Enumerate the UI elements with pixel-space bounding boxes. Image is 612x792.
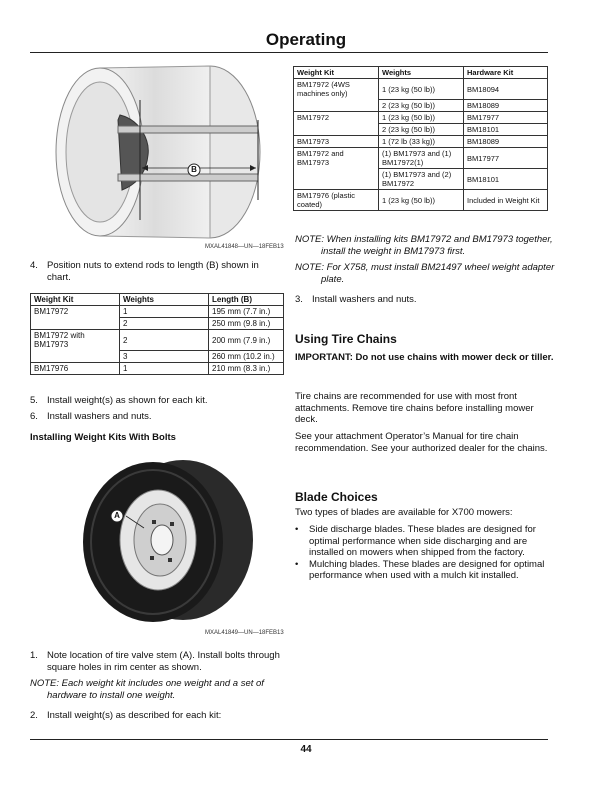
- column-header: Weights: [120, 294, 209, 306]
- table-cell: 2 (23 kg (50 lb)): [379, 100, 464, 112]
- list-item-text: Mulching blades. These blades are designed for optimal performance when used with a mulch kit installed.: [309, 558, 545, 581]
- table-cell: BM17976 (plastic coated): [294, 190, 379, 211]
- table-row: [294, 79, 548, 100]
- table-row: [294, 190, 548, 211]
- table-cell: BM18101: [464, 124, 548, 136]
- table-cell: BM18094: [464, 79, 548, 100]
- step-number: 5.: [30, 395, 38, 406]
- table-row: [294, 112, 548, 124]
- table-cell: BM17972 (4WS machines only): [294, 79, 379, 112]
- table-cell: 2: [120, 318, 209, 330]
- list-item: [295, 559, 548, 582]
- column-header: Weight Kit: [294, 67, 379, 79]
- table-cell: BM17972 with BM17973: [31, 330, 120, 363]
- step-5: [30, 395, 280, 407]
- chains-paragraph-1: Tire chains are recommended for use with most front attachments. Remove tire chains before installing mower deck.: [295, 391, 534, 425]
- table-cell: 260 mm (10.2 in.): [209, 351, 284, 363]
- table-cell: Included in Weight Kit: [464, 190, 548, 211]
- blades-intro: Two types of blades are available for X700 mowers:: [295, 507, 513, 518]
- bolt-step-1: [30, 650, 280, 673]
- column-header: Weights: [379, 67, 464, 79]
- step-text: Install washers and nuts.: [47, 411, 152, 422]
- table-cell: BM17976: [31, 363, 120, 375]
- column-header: Weight Kit: [31, 294, 120, 306]
- table-cell: 1 (23 kg (50 lb)): [379, 112, 464, 124]
- step-number: 3.: [295, 294, 303, 305]
- step-number: 4.: [30, 260, 38, 271]
- table-row: [31, 363, 284, 375]
- step-text: Install weight(s) as described for each kit:: [47, 710, 222, 721]
- section-heading-bolts: Installing Weight Kits With Bolts: [30, 432, 176, 443]
- step-6: [30, 411, 280, 423]
- step-text: Note location of tire valve stem (A). Install bolts through square holes in rim center as shown.: [47, 650, 280, 673]
- table-cell: 2: [120, 330, 209, 351]
- header-rule: [30, 52, 548, 53]
- table-cell: 200 mm (7.9 in.): [209, 330, 284, 351]
- table-cell: 2 (23 kg (50 lb)): [379, 124, 464, 136]
- table-cell: BM18101: [464, 169, 548, 190]
- page-title: Operating: [265, 30, 347, 49]
- table-cell: 1 (23 kg (50 lb)): [379, 79, 464, 100]
- blades-list: [295, 524, 548, 582]
- step-number: 6.: [30, 411, 38, 422]
- section-heading-blade-choices: Blade Choices: [295, 490, 378, 504]
- bolt-note: NOTE: Each weight kit includes one weight and a set of hardware to install one weight.: [30, 678, 264, 701]
- tire-illustration: [78, 460, 258, 625]
- list-item-text: Side discharge blades. These blades are designed for optimal performance when side discharging and are installed on mowers when shipped from the factory.: [309, 524, 536, 558]
- table-row: [31, 330, 284, 351]
- important-notice: IMPORTANT: Do not use chains with mower deck or tiller.: [295, 352, 554, 363]
- footer-rule: [30, 739, 548, 740]
- figure-id: MXAL41849—UN—18FEB13: [205, 630, 284, 636]
- note-kit-order: NOTE: When installing kits BM17972 and BM17973 together, install the weight in BM17973 first.: [295, 234, 553, 257]
- table-header-row: [31, 294, 284, 306]
- column-header: Hardware Kit: [464, 67, 548, 79]
- table-row: [31, 306, 284, 318]
- table-cell: (1) BM17973 and (2) BM17972: [379, 169, 464, 190]
- callout-b-label: B: [191, 165, 197, 174]
- table-cell: BM18089: [464, 136, 548, 148]
- note-x758: NOTE: For X758, must install BM21497 wheel weight adapter plate.: [295, 262, 555, 285]
- table-cell: 1: [120, 363, 209, 375]
- table-cell: 1 (72 lb (33 kg)): [379, 136, 464, 148]
- step-number: 2.: [30, 710, 38, 721]
- table-cell: BM18089: [464, 100, 548, 112]
- step-text: Install weight(s) as shown for each kit.: [47, 395, 208, 406]
- step-3: [295, 294, 545, 306]
- table-row: [294, 136, 548, 148]
- step-text: Install washers and nuts.: [312, 294, 417, 305]
- chains-paragraph-2: See your attachment Operator’s Manual for tire chain recommendation. See your authorized dealer for the chains.: [295, 431, 548, 454]
- table-cell: 1: [120, 306, 209, 318]
- figure-id: MXAL41848—UN—18FEB13: [205, 244, 284, 250]
- wheel-rod-illustration: [40, 60, 280, 240]
- table-cell: BM17972: [294, 112, 379, 136]
- bullet-icon: •: [295, 558, 299, 570]
- bolt-step-2: [30, 710, 280, 722]
- table-cell: BM17972 and BM17973: [294, 148, 379, 190]
- table-cell: 250 mm (9.8 in.): [209, 318, 284, 330]
- table-cell: BM17973: [294, 136, 379, 148]
- step-4: [30, 260, 280, 283]
- table-cell: 1 (23 kg (50 lb)): [379, 190, 464, 211]
- table-cell: BM17977: [464, 148, 548, 169]
- length-table: [30, 293, 284, 375]
- table-cell: (1) BM17973 and (1) BM17972(1): [379, 148, 464, 169]
- table-cell: BM17972: [31, 306, 120, 330]
- table-cell: BM17977: [464, 112, 548, 124]
- weight-kit-table: [293, 66, 548, 211]
- section-heading-tire-chains: Using Tire Chains: [295, 332, 397, 346]
- table-cell: 210 mm (8.3 in.): [209, 363, 284, 375]
- column-header: Length (B): [209, 294, 284, 306]
- table-header-row: [294, 67, 548, 79]
- table-row: [294, 148, 548, 169]
- table-cell: 195 mm (7.7 in.): [209, 306, 284, 318]
- page-number: 44: [300, 744, 312, 755]
- step-number: 1.: [30, 650, 38, 661]
- step-text: Position nuts to extend rods to length (B) shown in chart.: [47, 260, 259, 283]
- list-item: [295, 524, 548, 559]
- table-cell: 3: [120, 351, 209, 363]
- bullet-icon: •: [295, 524, 299, 535]
- callout-a-label: A: [114, 511, 120, 520]
